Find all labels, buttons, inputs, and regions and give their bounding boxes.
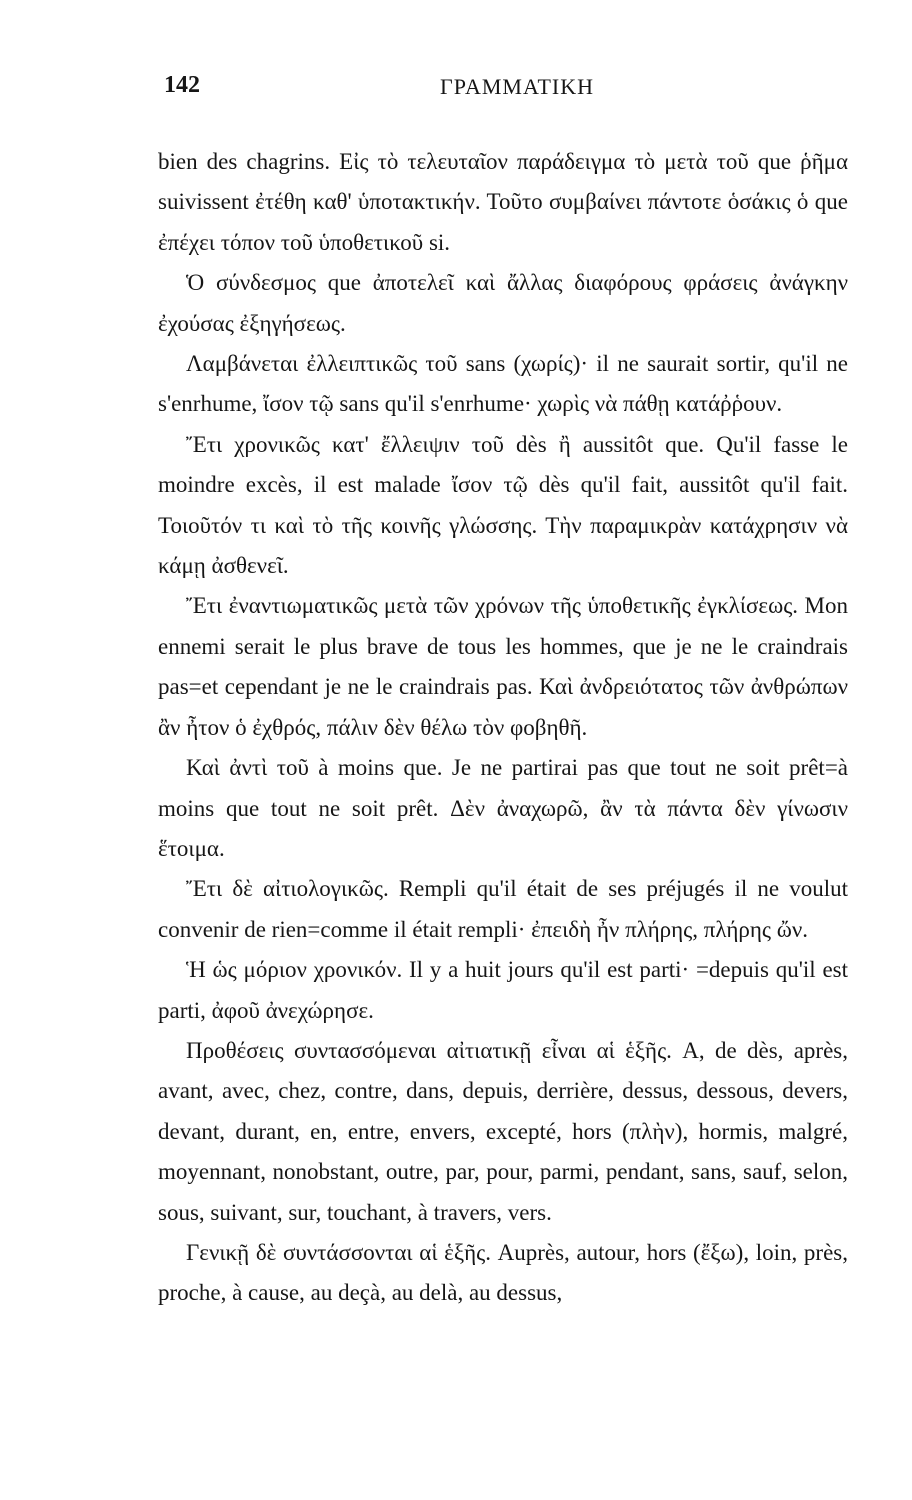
- paragraph: bien des chagrins. Εἰς τὸ τελευταῖον παράδειγμα τὸ μετὰ τοῦ que ῥῆμα suivissent ἐτέθη καθ' ὑποτακτικήν. Τοῦτο συμβαίνει πάντοτε ὁσάκις ὁ que ἐπέχει τόπον τοῦ ὑποθετικοῦ si.: [158, 149, 848, 255]
- paragraph: Λαμβάνεται ἐλλειπτικῶς τοῦ sans (χωρίς)· il ne saurait sortir, qu'il ne s'enrhume, ἴσον τῷ sans qu'il s'enrhume· χωρὶς νὰ πάθῃ κατάῤῥουν.: [158, 351, 848, 417]
- paragraph: Γενικῇ δὲ συντάσσονται αἱ ἑξῆς. Auprès, autour, hors (ἔξω), loin, près, proche, à cause, au deçà, au delà, au dessus,: [158, 1239, 848, 1306]
- paragraph: Ἡ ὡς μόριον χρονικόν. Il y a huit jours qu'il est parti· =depuis qu'il est parti, ἀφοῦ ἀνεχώρησε.: [158, 957, 848, 1023]
- paragraph: Ἔτι δὲ αἰτιολογικῶς. Rempli qu'il était de ses préjugés il ne voulut convenir de rien=comme il était rempli· ἐπειδὴ ἦν πλήρης, πλήρης ὤν.: [158, 876, 848, 942]
- page-header: [158, 72, 842, 120]
- paragraph: Ὁ σύνδεσμος que ἀποτελεῖ καὶ ἄλλας διαφόρους φράσεις ἀνάγκην ἐχούσας ἐξηγήσεως.: [158, 270, 848, 336]
- paragraph: Ἔτι ἐναντιωματικῶς μετὰ τῶν χρόνων τῆς ὑποθετικῆς ἐγκλίσεως. Mon ennemi serait le plus brave de tous les hommes, que je ne le craindrais pas=et cependant je ne le craindrais pas. Καὶ ἀνδρειότατος τῶν ἀνθρώπων ἂν ἦτον ὁ ἐχθρός, πάλιν δὲν θέλω τὸν φοβηθῆ.: [158, 593, 848, 740]
- paragraph: Ἔτι χρονικῶς κατ' ἔλλειψιν τοῦ dès ἢ aussitôt que. Qu'il fasse le moindre excès, il est malade ἴσον τῷ dès qu'il fait, aussitôt qu'il fait. Τοιοῦτόν τι καὶ τὸ τῆς κοινῆς γλώσσης. Τὴν παραμικρὰν κατάχρησιν νὰ κάμῃ ἀσθενεῖ.: [158, 431, 848, 579]
- body-text: [158, 142, 848, 1314]
- paragraph: Προθέσεις συντασσόμεναι αἰτιατικῇ εἶναι αἱ ἑξῆς. A, de dès, après, avant, avec, chez, contre, dans, depuis, derrière, dessus, dessous, devers, devant, durant, en, entre, envers, excepté, hors (πλὴν), hormis, malgré, moyennant, nonobstant, outre, par, pour, parmi, pendant, sans, sauf, selon, sous, suivant, sur, touchant, à travers, vers.: [158, 1037, 848, 1225]
- paragraph: Καὶ ἀντὶ τοῦ à moins que. Je ne partirai pas que tout ne soit prêt=à moins que tout ne soit prêt. Δὲν ἀναχωρῶ, ἂν τὰ πάντα δὲν γίνωσιν ἕτοιμα.: [158, 755, 848, 861]
- running-title: ΓΡΑΜΜΑΤΙΚΗ: [440, 74, 594, 99]
- page-number: 142: [164, 72, 200, 98]
